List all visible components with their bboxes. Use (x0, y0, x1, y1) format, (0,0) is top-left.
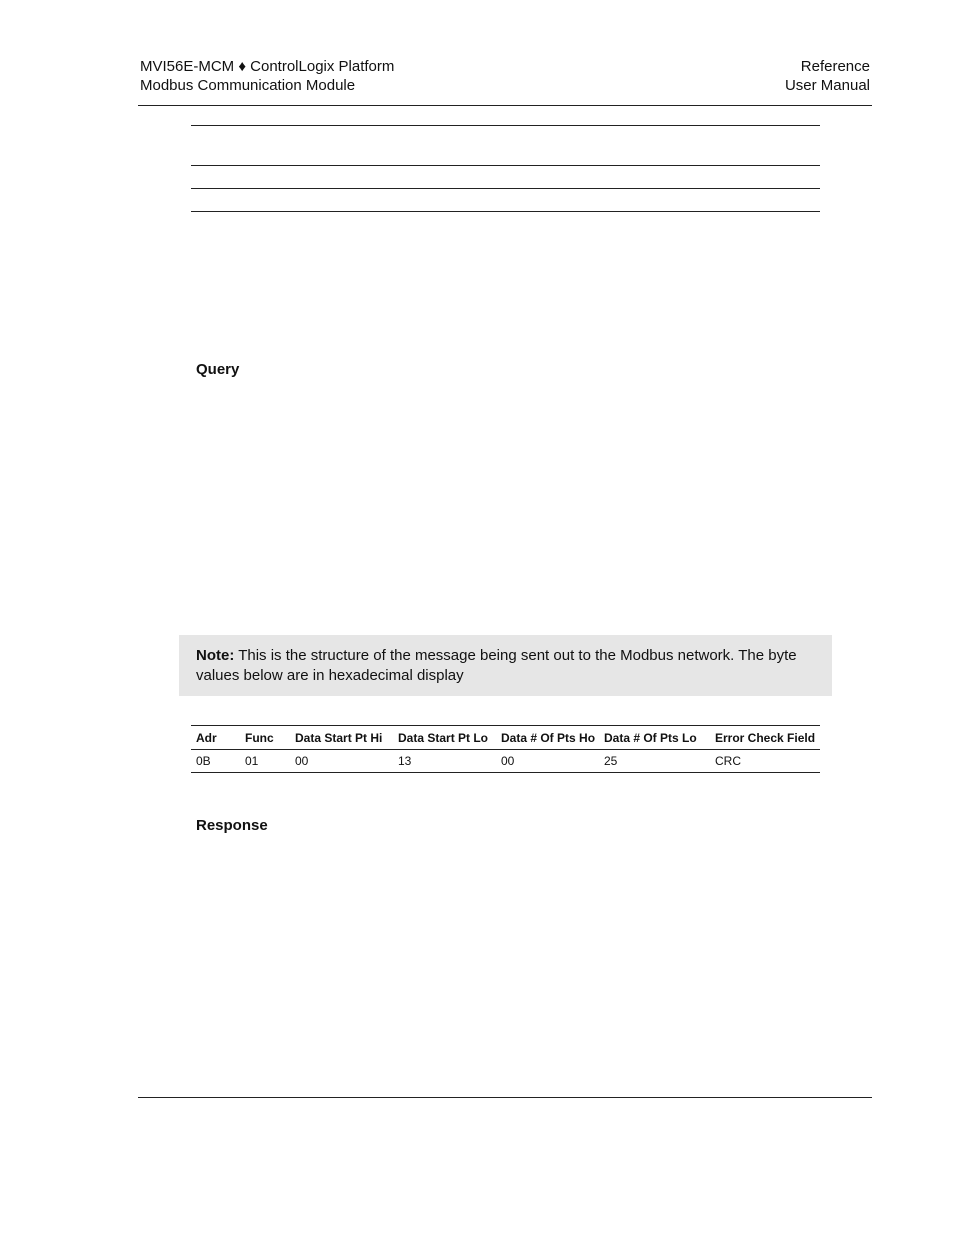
cell-error-check: CRC (710, 750, 820, 773)
col-header-data-start-pt-lo: Data Start Pt Lo (393, 726, 496, 750)
col-header-data-pts-lo: Data # Of Pts Lo (599, 726, 710, 750)
cell-data-start-pt-hi: 00 (290, 750, 393, 773)
table-rule-3 (191, 188, 820, 189)
header-section-name: Reference (800, 58, 870, 75)
note-box (179, 635, 832, 696)
col-header-func: Func (240, 726, 290, 750)
col-header-error-check: Error Check Field (710, 726, 820, 750)
table-row (191, 750, 820, 773)
response-heading: Response (196, 817, 268, 834)
footer-divider (138, 1097, 872, 1098)
page-header-left (140, 57, 394, 95)
col-header-adr: Adr (191, 726, 240, 750)
page-header-right (785, 57, 870, 95)
cell-data-pts-ho: 00 (496, 750, 599, 773)
table-rule-2 (191, 165, 820, 166)
query-structure-table (191, 725, 820, 773)
col-header-data-pts-ho: Data # Of Pts Ho (496, 726, 599, 750)
cell-func: 01 (240, 750, 290, 773)
header-product-subtitle: Modbus Communication Module (140, 77, 356, 94)
table-rule-top (191, 125, 820, 126)
header-divider (138, 105, 872, 106)
cell-data-start-pt-lo: 13 (393, 750, 496, 773)
query-heading: Query (196, 361, 240, 378)
cell-adr: 0B (191, 750, 240, 773)
table-rule-bottom (191, 211, 820, 212)
header-document-type: User Manual (784, 77, 870, 94)
note-text: This is the structure of the message being sent out to the Modbus network. The byte values below are in hexadecimal display (196, 647, 797, 684)
note-label: Note: (196, 647, 235, 664)
header-product-title: MVI56E-MCM ♦ ControlLogix Platform (140, 58, 395, 75)
col-header-data-start-pt-hi: Data Start Pt Hi (290, 726, 393, 750)
table-header-row (191, 726, 820, 750)
cell-data-pts-lo: 25 (599, 750, 710, 773)
